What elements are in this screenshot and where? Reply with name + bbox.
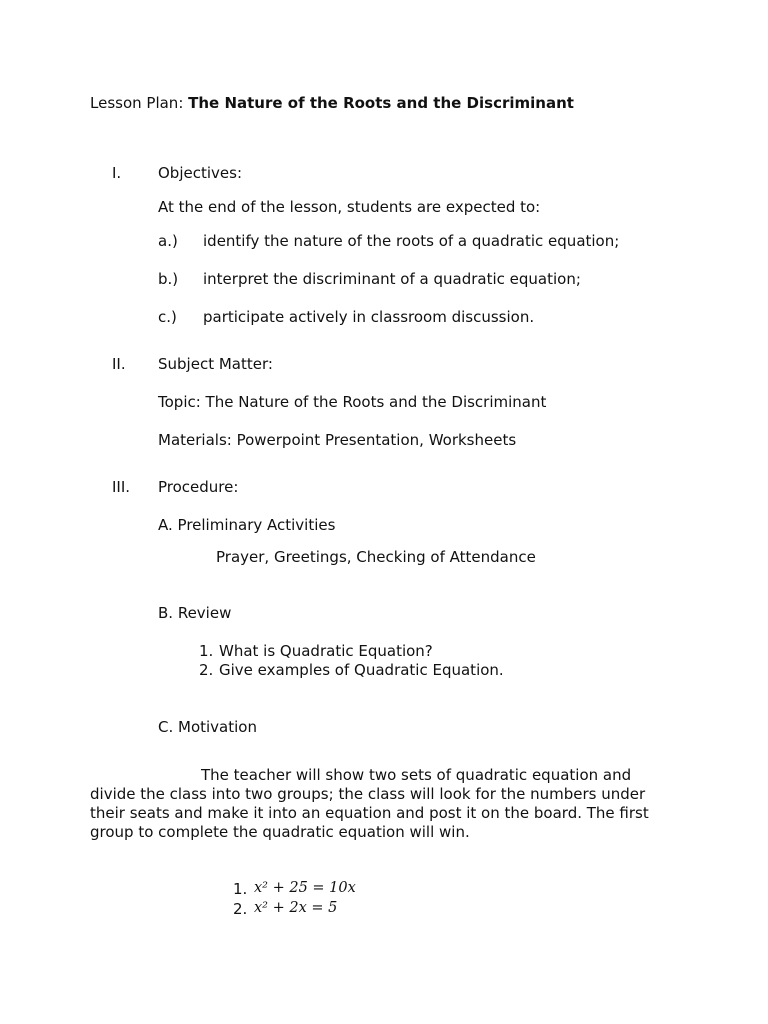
materials-line: Materials: Powerpoint Presentation, Worksheets xyxy=(158,431,517,449)
section-2-numeral: II. xyxy=(112,355,126,373)
objective-text: participate actively in classroom discussion. xyxy=(203,308,535,326)
title-text: The Nature of the Roots and the Discriminant xyxy=(188,94,574,112)
motivation-paragraph xyxy=(90,766,680,842)
motivation-heading: C. Motivation xyxy=(158,718,257,736)
section-1-heading: Objectives: xyxy=(158,164,242,182)
equation: x² + 2x = 5 xyxy=(254,900,338,916)
review-item: What is Quadratic Equation? xyxy=(219,642,433,660)
review-heading: B. Review xyxy=(158,604,232,622)
topic-line: Topic: The Nature of the Roots and the Discriminant xyxy=(158,393,547,411)
motivation-text: The teacher will show two sets of quadratic equation and divide the class into two groups; the class will look for the numbers under their seats and make it into an equation and post it on the board. The first group to complete the quadratic equation will win. xyxy=(90,766,649,841)
section-1-numeral: I. xyxy=(112,164,122,182)
objective-text: interpret the discriminant of a quadratic equation; xyxy=(203,270,581,288)
objective-marker: a.) xyxy=(158,232,178,250)
preliminary-activities-text: Prayer, Greetings, Checking of Attendance xyxy=(216,548,536,566)
objectives-intro: At the end of the lesson, students are expected to: xyxy=(158,198,541,216)
review-item: Give examples of Quadratic Equation. xyxy=(219,661,504,679)
equation-marker: 2. xyxy=(233,900,248,918)
preliminary-activities-heading: A. Preliminary Activities xyxy=(158,516,336,534)
section-3-heading: Procedure: xyxy=(158,478,239,496)
page-title xyxy=(90,94,574,112)
review-marker: 2. xyxy=(199,661,214,679)
objective-marker: b.) xyxy=(158,270,179,288)
title-prefix: Lesson Plan: xyxy=(90,94,189,112)
section-3-numeral: III. xyxy=(112,478,131,496)
review-marker: 1. xyxy=(199,642,214,660)
equation: x² + 25 = 10x xyxy=(254,880,356,896)
objective-text: identify the nature of the roots of a quadratic equation; xyxy=(203,232,620,250)
objective-marker: c.) xyxy=(158,308,177,326)
section-2-heading: Subject Matter: xyxy=(158,355,273,373)
equation-marker: 1. xyxy=(233,880,248,898)
